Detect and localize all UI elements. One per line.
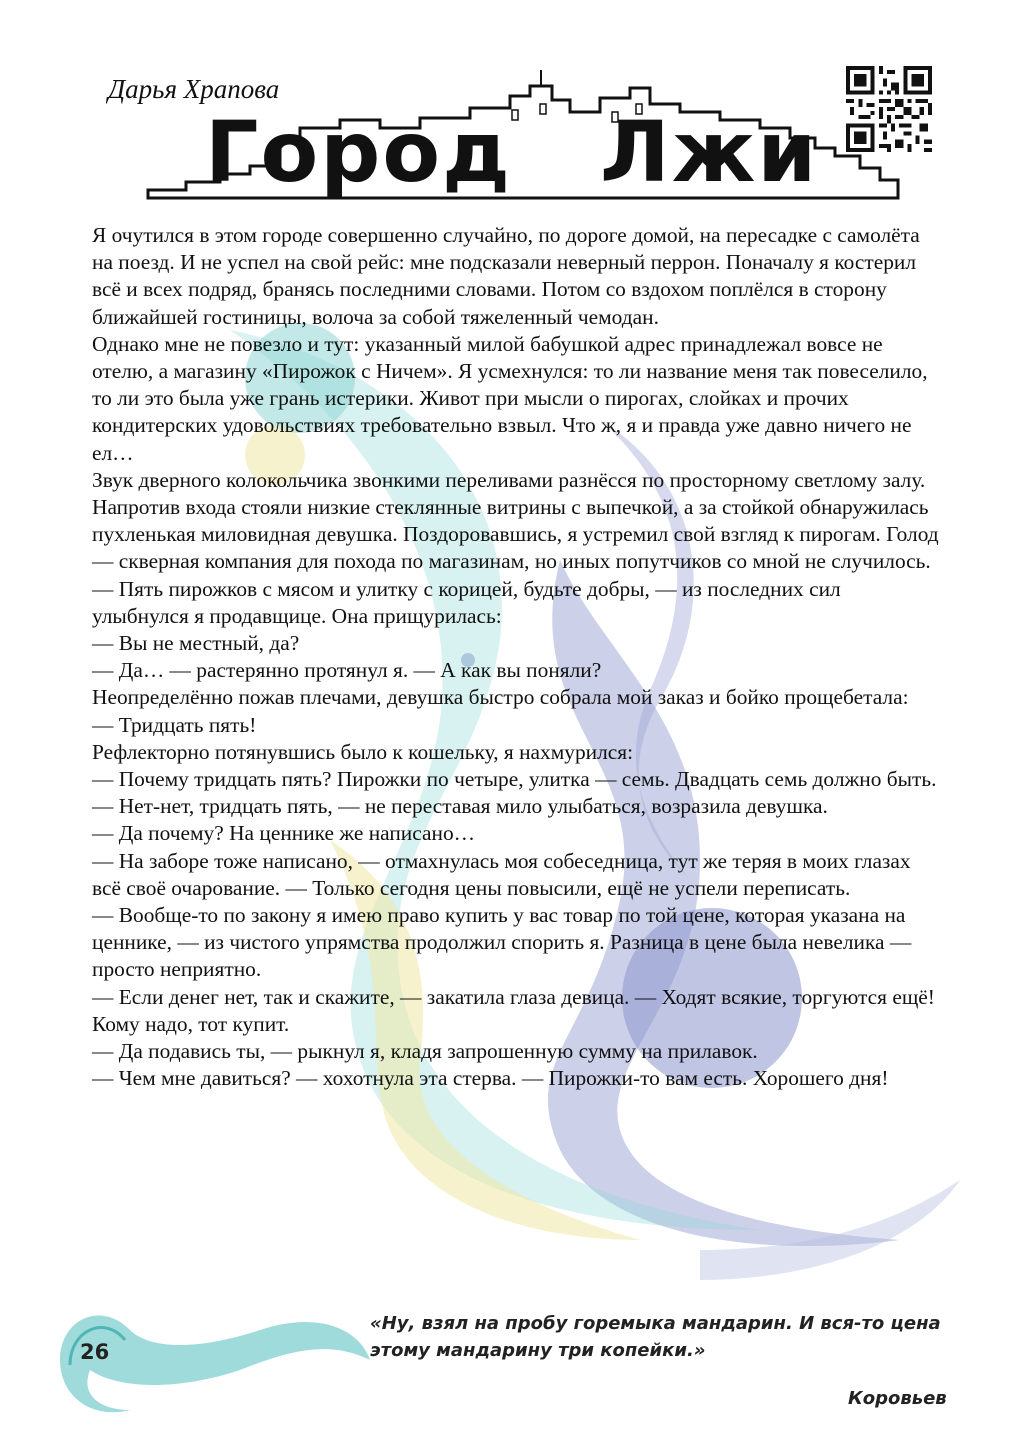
story-paragraph: Рефлекторно потянувшись было к кошельку, я нахмурился: [92,739,634,764]
story-paragraph: Я очутился в этом городе совершенно случайно, по дороге домой, на пересадке с самолёта на поезд. И не успел на свой рейс: мне подсказали неверный перрон. Поначалу я костерил всё и всех подряд, бранясь последними словами. Потом со вздохом поплёлся в сторону ближайшей гостиницы, волоча за собой тяжеленный чемодан. [92,223,920,329]
story-paragraph: — Чем мне давиться? — хохотнула эта стерва. — Пирожки-то вам есть. Хорошего дня! [92,1066,889,1091]
story-paragraph: Звук дверного колокольчика звонкими переливами разнёсся по просторному светлому залу. Напротив входа стояли низкие стеклянные витрины с выпечкой, а за стойкой обнаружилась пухленькая миловидная девушка. Поздоровавшись, я устремил свой взгляд к пирогам. Голод — скверная компания для похода по магазинам, но иных попутчиков со мной не случилось. [92,467,939,574]
story-paragraph: — Почему тридцать пять? Пирожки по четыре, улитка — семь. Двадцать семь должно быть. [92,767,937,792]
title-word-lzhi: Лжи [600,103,819,201]
story-paragraph: — Да… — растерянно протянул я. — А как вы поняли? [92,658,602,683]
skyline-window-1 [512,110,518,120]
story-paragraph: — Да подавись ты, — рыкнул я, кладя запрошенную сумму на прилавок. [92,1039,758,1064]
story-paragraph: — Пять пирожков с мясом и улитку с корицей, будьте добры, — из последних сил улыбнулся я продавщице. Она прищурилась: [92,576,841,628]
epigraph-author: Коровьев [848,1388,947,1409]
story-paragraph: — Вообще-то по закону я имею право купить у вас товар по той цене, которая указана на ценнике, — из чистого упрямства продолжил спорить я. Разница в цене была невелика — просто неприятно. [92,903,912,982]
story-paragraph: — На заборе тоже написано, — отмахнулась моя собеседница, тут же теряя в моих глазах всё своё очарование. — Только сегодня цены повысили, ещё не успели переписать. [92,848,911,900]
page-number: 26 [80,1340,110,1364]
story-body [92,222,942,1093]
qr-code-icon[interactable] [846,66,932,152]
story-paragraph: — Тридцать пять! [92,712,257,737]
title-word-gorod: Город [205,103,512,201]
story-paragraph: — Да почему? На ценнике же написано… [92,821,476,846]
story-paragraph: — Если денег нет, так и скажите, — закатила глаза девица. — Ходят всякие, торгуются ещё! Кому надо, тот купит. [92,984,935,1036]
story-paragraph: — Вы не местный, да? [92,631,300,656]
author-name: Дарья Храпова [108,74,280,104]
epigraph-quote: «Ну, взял на пробу горемыка мандарин. И вся-то цена этому мандарину три копейки.» [370,1313,941,1361]
skyline-window-2 [540,104,546,114]
story-paragraph: Однако мне не повезло и тут: указанный милой бабушкой адрес принадлежал вовсе не отелю, а магазину «Пирожок с Ничем». Я усмехнулся: то ли название меня так повеселило, то ли это была уже грань истерики. Живот при мысли о пирогах, слойках и прочих кондитерских удовольствиях требовательно взвыл. Что ж, я и правда уже давно ничего не ел… [92,331,928,465]
story-paragraph: — Нет-нет, тридцать пять, — не переставая мило улыбаться, возразила девушка. [92,794,828,819]
story-paragraph: Неопределённо пожав плечами, девушка быстро собрала мой заказ и бойко прощебетала: [92,685,909,710]
